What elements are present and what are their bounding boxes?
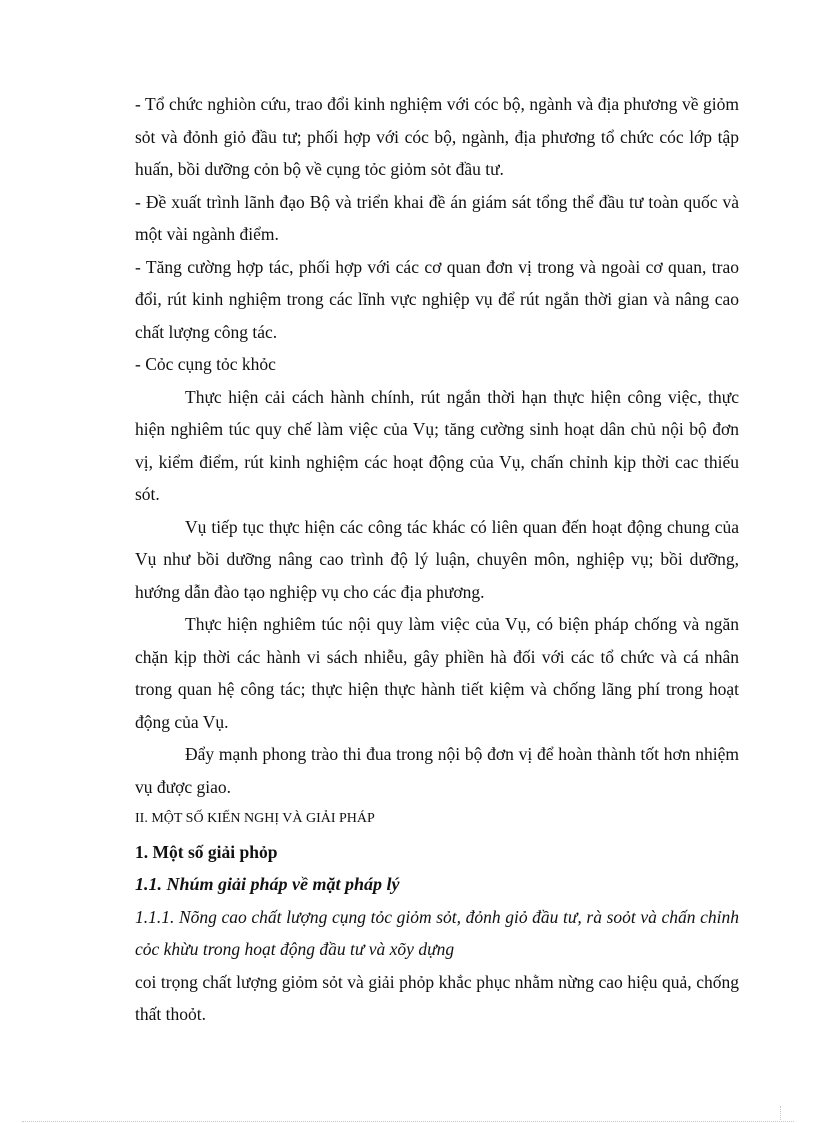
heading-improve-supervision: 1.1.1. Nõng cao chất lượng cụng tỏc giỏm sỏt, đỏnh giỏ đầu tư, rà soỏt và chấn chỉnh cỏc khừu trong hoạt động đầu tư và xõy dựng [135, 906, 739, 959]
heading-legal-solutions: 1.1. Nhúm giải pháp về mặt pháp lý [135, 874, 400, 894]
document-page [135, 88, 739, 1031]
paragraph-cooperation: - Tăng cường hợp tác, phối hợp với các cơ quan đơn vị trong và ngoài cơ quan, trao đổi, rút kinh nghiệm trong các lĩnh vực nghiệp vụ để rút ngắn thời gian và nâng cao chất lượng công tác. [135, 256, 739, 342]
paragraph-other-work: - Cỏc cụng tỏc khỏc [135, 354, 276, 374]
section-heading-recommendations: II. MỘT SỐ KIẾN NGHỊ VÀ GIẢI PHÁP [135, 811, 375, 826]
paragraph-quality-focus: coi trọng chất lượng giỏm sỏt và giải phỏp khắc phục nhằm nừng cao hiệu quả, chống thất thoỏt. [135, 971, 739, 1024]
paragraph-admin-reform: Thực hiện cải cách hành chính, rút ngắn thời hạn thực hiện công việc, thực hiện nghiêm túc quy chế làm việc của Vụ; tăng cường sinh hoạt dân chủ nội bộ đơn vị, kiểm điểm, rút kinh nghiệm các hoạt động của Vụ, chấn chỉnh kịp thời cac thiếu sót. [135, 386, 739, 504]
page-bottom-border [22, 1121, 794, 1122]
paragraph-propose-plan: - Đề xuất trình lãnh đạo Bộ và triển khai đề án giám sát tổng thể đầu tư toàn quốc và một vài ngành điểm. [135, 191, 739, 244]
paragraph-continue-work: Vụ tiếp tục thực hiện các công tác khác có liên quan đến hoạt động chung của Vụ như bồi dưỡng nâng cao trình độ lý luận, chuyên môn, nghiệp vụ; bồi dưỡng, hướng dẫn đào tạo nghiệp vụ cho các địa phương. [135, 516, 739, 602]
heading-solutions: 1. Một số giải phỏp [135, 841, 278, 862]
paragraph-research-exchange: - Tổ chức nghiòn cứu, trao đổi kinh nghiệm với cóc bộ, ngành và địa phương về giỏm sỏt và đỏnh giỏ đầu tư; phối hợp với cóc bộ, ngành, địa phương tổ chức cóc lớp tập huấn, bồi dưỡng cỏn bộ về cụng tỏc giỏm sỏt đầu tư. [135, 94, 739, 179]
paragraph-emulation: Đẩy mạnh phong trào thi đua trong nội bộ đơn vị để hoàn thành tốt hơn nhiệm vụ được giao. [135, 744, 739, 797]
paragraph-regulations: Thực hiện nghiêm túc nội quy làm việc của Vụ, có biện pháp chống và ngăn chặn kịp thời các hành vi sách nhiễu, gây phiền hà đối với các tổ chức và cá nhân trong quan hệ công tác; thực hiện thực hành tiết kiệm và chống lãng phí trong hoạt động của Vụ. [135, 614, 739, 732]
page-corner-mark [780, 1106, 795, 1120]
